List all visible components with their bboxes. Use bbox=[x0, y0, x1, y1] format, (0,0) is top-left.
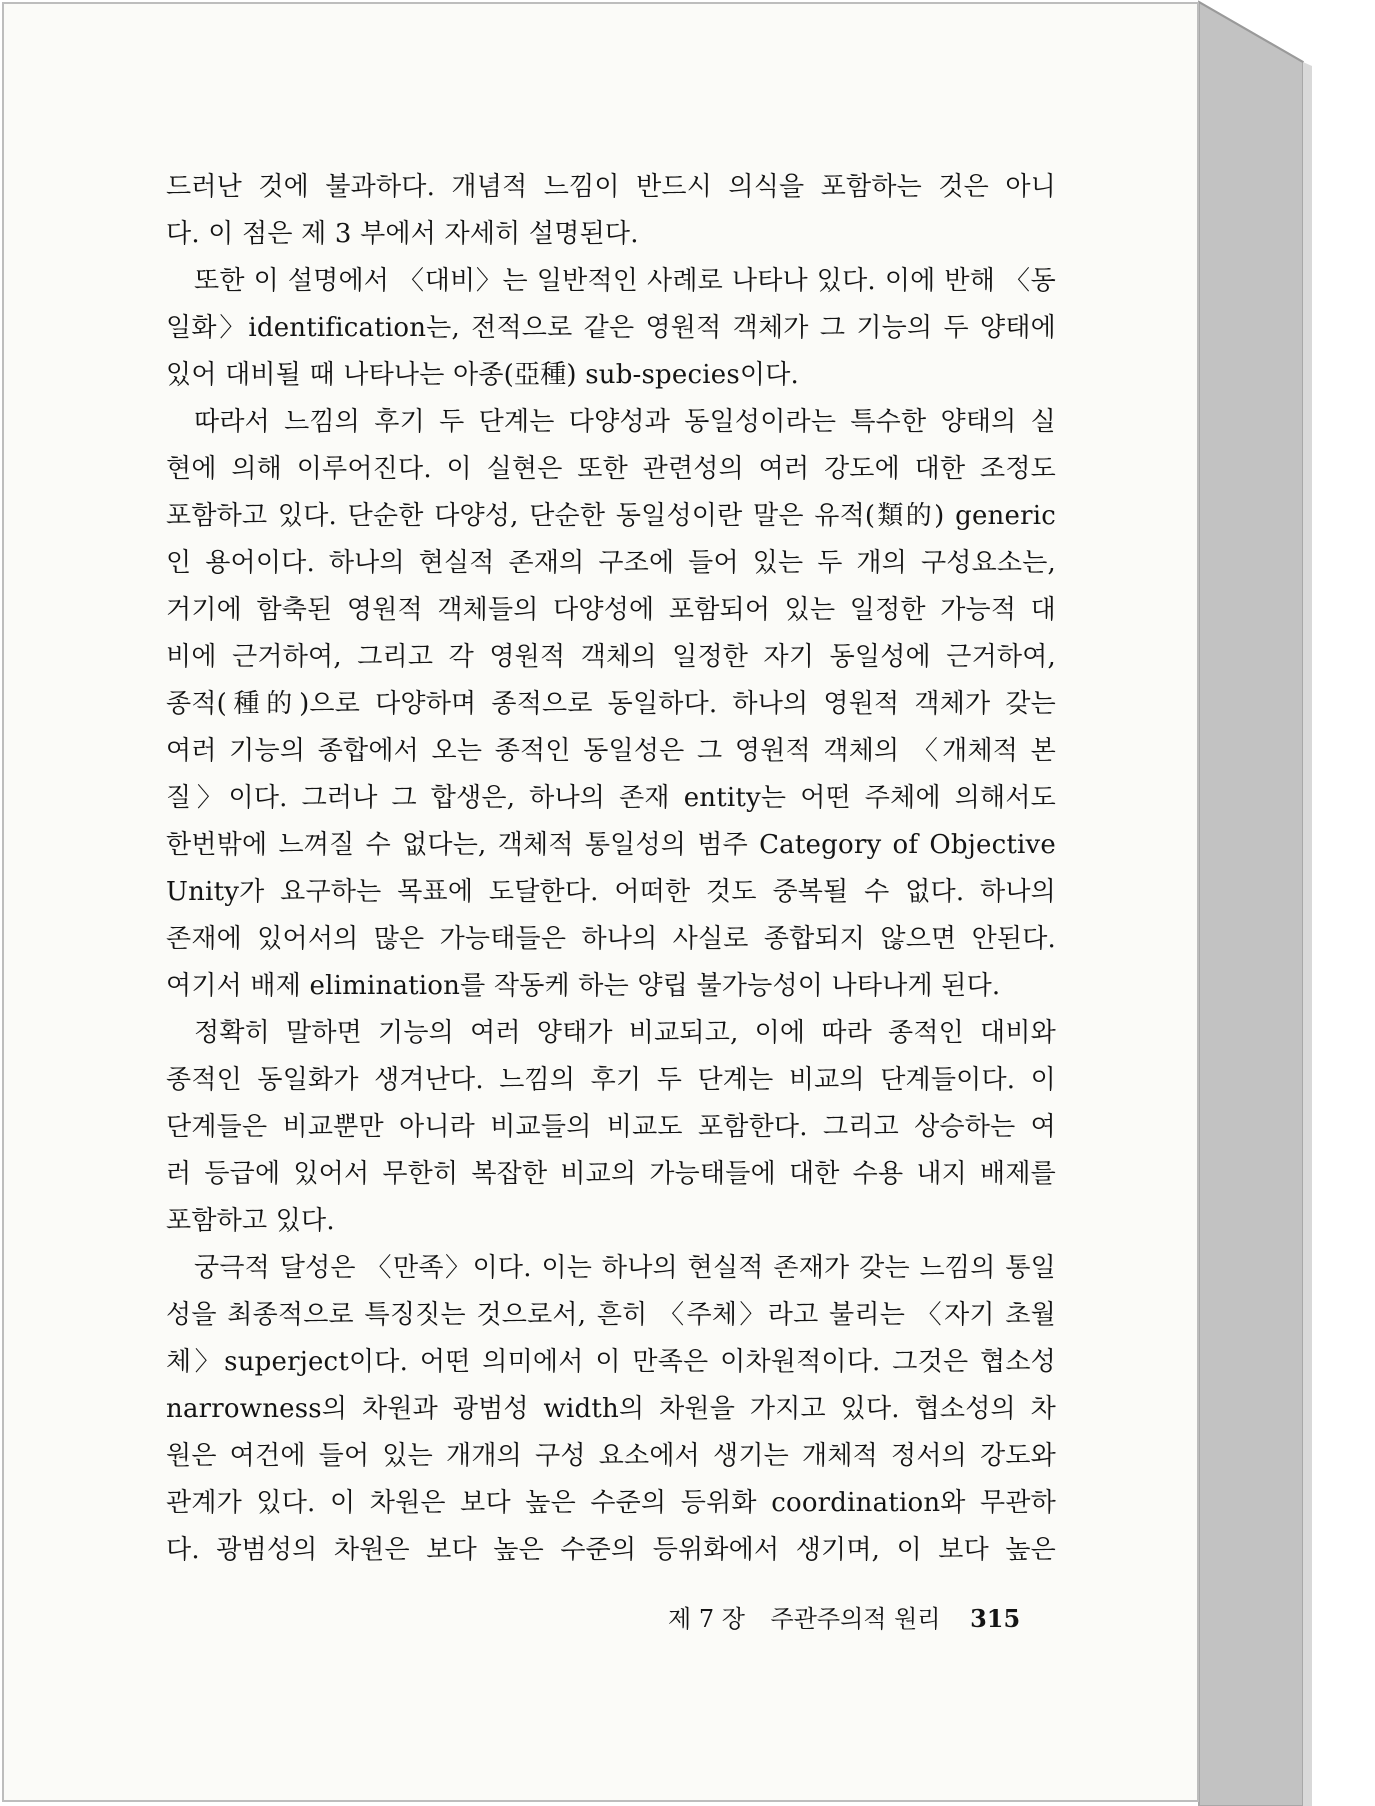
text-line: 질〉이다. 그러나 그 합생은, 하나의 존재 entity는 어떤 주체에 의해서도 bbox=[166, 783, 1056, 813]
text-line: 관계가 있다. 이 차원은 보다 높은 수준의 등위화 coordination와 무관하 bbox=[166, 1488, 1056, 1518]
text-line: 궁극적 달성은 〈만족〉이다. 이는 하나의 현실적 존재가 갖는 느낌의 통일 bbox=[194, 1253, 1056, 1283]
text-line: 여러 기능의 종합에서 오는 종적인 동일성은 그 영원적 객체의 〈개체적 본 bbox=[166, 736, 1056, 766]
page-number: 315 bbox=[970, 1604, 1021, 1633]
text-line: 체〉superject이다. 어떤 의미에서 이 만족은 이차원적이다. 그것은 협소성 bbox=[166, 1347, 1056, 1377]
text-line: 있어 대비될 때 나타나는 아종(亞種) sub-species이다. bbox=[166, 360, 799, 390]
page-stack-side bbox=[1199, 2, 1303, 1806]
text-line: 존재에 있어서의 많은 가능태들은 하나의 사실로 종합되지 않으면 안된다. bbox=[166, 924, 1056, 954]
text-line: 인 용어이다. 하나의 현실적 존재의 구조에 들어 있는 두 개의 구성요소는, bbox=[166, 548, 1056, 578]
text-line: narrowness의 차원과 광범성 width의 차원을 가지고 있다. 협소성의 차 bbox=[166, 1394, 1056, 1424]
text-line: 따라서 느낌의 후기 두 단계는 다양성과 동일성이라는 특수한 양태의 실 bbox=[194, 407, 1056, 437]
footer-chapter: 제 7 장 bbox=[668, 1605, 745, 1633]
text-line: 성을 최종적으로 특징짓는 것으로서, 흔히 〈주체〉라고 불리는 〈자기 초월 bbox=[166, 1300, 1056, 1330]
text-line: 종적(種的)으로 다양하며 종적으로 동일하다. 하나의 영원적 객체가 갖는 bbox=[166, 689, 1056, 719]
page-body-text bbox=[166, 164, 1056, 1574]
page-stack-shadow bbox=[1303, 62, 1312, 1806]
text-line: 다. 광범성의 차원은 보다 높은 수준의 등위화에서 생기며, 이 보다 높은 bbox=[166, 1535, 1056, 1565]
text-line: Unity가 요구하는 목표에 도달한다. 어떠한 것도 중복될 수 없다. 하나의 bbox=[166, 877, 1056, 907]
text-line: 비에 근거하여, 그리고 각 영원적 객체의 일정한 자기 동일성에 근거하여, bbox=[166, 642, 1056, 672]
text-line: 포함하고 있다. 단순한 다양성, 단순한 동일성이란 말은 유적(類的) generic bbox=[166, 501, 1056, 531]
text-line: 현에 의해 이루어진다. 이 실현은 또한 관련성의 여러 강도에 대한 조정도 bbox=[166, 454, 1056, 484]
text-line: 포함하고 있다. bbox=[166, 1206, 335, 1236]
text-line: 한번밖에 느껴질 수 없다는, 객체적 통일성의 범주 Category of Objective bbox=[166, 830, 1056, 860]
text-line: 원은 여건에 들어 있는 개개의 구성 요소에서 생기는 개체적 정서의 강도와 bbox=[166, 1441, 1056, 1471]
text-line: 거기에 함축된 영원적 객체들의 다양성에 포함되어 있는 일정한 가능적 대 bbox=[166, 595, 1056, 625]
text-line: 러 등급에 있어서 무한히 복잡한 비교의 가능태들에 대한 수용 내지 배제를 bbox=[166, 1159, 1056, 1189]
text-line: 다. 이 점은 제 3 부에서 자세히 설명된다. bbox=[166, 219, 639, 249]
text-line: 종적인 동일화가 생겨난다. 느낌의 후기 두 단계는 비교의 단계들이다. 이 bbox=[166, 1065, 1056, 1095]
text-line: 일화〉identification는, 전적으로 같은 영원적 객체가 그 기능의 두 양태에 bbox=[166, 313, 1056, 343]
text-line: 여기서 배제 elimination를 작동케 하는 양립 불가능성이 나타나게 된다. bbox=[166, 971, 1001, 1001]
footer-chapter-title: 주관주의적 원리 bbox=[770, 1605, 941, 1633]
text-line: 드러난 것에 불과하다. 개념적 느낌이 반드시 의식을 포함하는 것은 아니 bbox=[166, 172, 1056, 202]
text-line: 또한 이 설명에서 〈대비〉는 일반적인 사례로 나타나 있다. 이에 반해 〈동 bbox=[194, 266, 1056, 296]
text-line: 정확히 말하면 기능의 여러 양태가 비교되고, 이에 따라 종적인 대비와 bbox=[194, 1018, 1056, 1048]
text-line: 단계들은 비교뿐만 아니라 비교들의 비교도 포함한다. 그리고 상승하는 여 bbox=[166, 1112, 1056, 1142]
running-footer bbox=[668, 1599, 1020, 1634]
